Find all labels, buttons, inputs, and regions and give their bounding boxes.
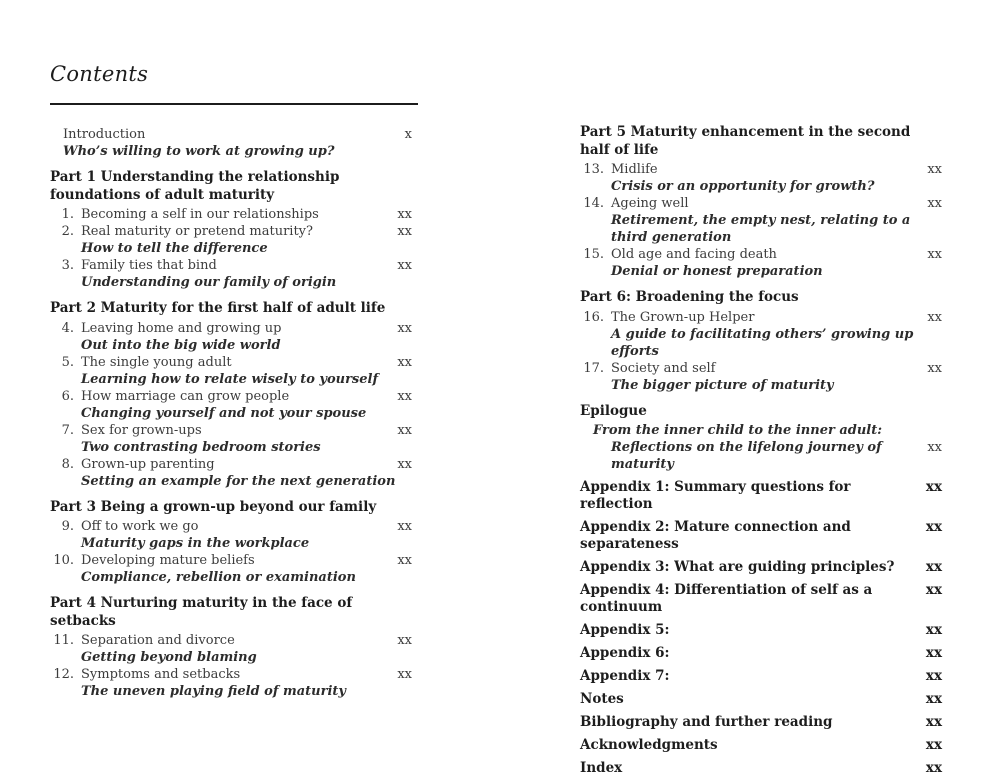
chapter-number: 2.: [61, 224, 74, 239]
subtitle-text: Retirement, the empty nest, relating to a third generation: [611, 213, 911, 245]
backmatter-row: [580, 479, 942, 513]
chapter-number: 11.: [53, 633, 74, 648]
subtitle-text: Crisis or an opportunity for growth?: [611, 179, 875, 194]
chapter-subtitle: [580, 439, 942, 473]
chapter-subtitle: [580, 263, 942, 280]
page-number: xx: [925, 714, 942, 730]
chapter-subtitle: [50, 240, 412, 257]
page-number: xx: [397, 207, 412, 222]
subtitle-text: Reflections on the lifelong journey of maturity: [611, 440, 882, 472]
backmatter-title: Index: [580, 760, 623, 776]
backmatter-row: [580, 622, 942, 639]
part-heading: Part 1 Understanding the relationship foundations of adult maturity: [50, 169, 340, 203]
backmatter-row: [580, 559, 942, 576]
chapter-number: 8.: [61, 456, 74, 472]
page-number: xx: [397, 456, 412, 472]
backmatter-title: Appendix 6:: [580, 645, 670, 661]
chapter-title: Developing mature beliefs: [81, 553, 255, 568]
backmatter-title: Appendix 3: What are guiding principles?: [580, 559, 895, 575]
chapter-subtitle: [580, 422, 942, 439]
chapter-number: 17.: [583, 360, 604, 376]
part-heading: Epilogue: [580, 402, 647, 419]
page-number: xx: [927, 196, 942, 211]
page-number: xx: [925, 582, 942, 598]
subtitle-text: A guide to facilitating others’ growing up efforts: [611, 326, 914, 359]
page-number: xx: [925, 559, 942, 575]
backmatter-row: [580, 760, 942, 777]
chapter-subtitle: [50, 535, 412, 552]
subtitle-text: The uneven playing field of maturity: [81, 684, 346, 699]
chapter-subtitle: [50, 274, 412, 291]
chapter-number: 3.: [61, 258, 74, 273]
backmatter-row: [580, 582, 942, 616]
chapter-title: Symptoms and setbacks: [81, 667, 241, 682]
page-number: xx: [397, 519, 412, 534]
chapter-subtitle: [580, 212, 942, 246]
chapter-number: 7.: [61, 422, 74, 438]
part-heading: Part 6: Broadening the focus: [580, 289, 799, 305]
page-number: xx: [925, 519, 942, 535]
chapter-number: 14.: [583, 196, 604, 211]
chapter-subtitle: [50, 405, 412, 422]
subtitle-text: Learning how to relate wisely to yourself: [81, 371, 379, 387]
backmatter-row: [580, 519, 942, 553]
backmatter-row: [580, 645, 942, 662]
chapter-row: [50, 552, 412, 569]
chapter-subtitle: [50, 371, 412, 388]
page-number: xx: [397, 224, 412, 239]
backmatter-title: Appendix 7:: [580, 668, 670, 684]
chapter-title: Old age and facing death: [611, 247, 777, 262]
chapter-title: How marriage can grow people: [81, 388, 290, 404]
chapter-number: 13.: [583, 162, 604, 177]
chapter-subtitle: [50, 683, 412, 700]
chapter-row: [50, 257, 412, 274]
subtitle-text: How to tell the difference: [81, 241, 268, 256]
toc-column-left: [50, 126, 412, 700]
page-number: xx: [927, 440, 942, 455]
page-number: xx: [397, 667, 412, 682]
chapter-title: Separation and divorce: [81, 633, 235, 648]
subtitle-text: Denial or honest preparation: [611, 264, 823, 279]
chapter-row: [50, 666, 412, 683]
part-heading: Part 3 Being a grown-up beyond our family: [50, 498, 377, 515]
chapter-number: 9.: [61, 519, 74, 534]
backmatter-title: Appendix 1: Summary questions for reflection: [580, 479, 851, 512]
chapter-title: Real maturity or pretend maturity?: [81, 224, 314, 239]
page-number: xx: [397, 388, 412, 404]
part-heading: Part 4 Nurturing maturity in the face of setbacks: [50, 595, 353, 629]
chapter-title: Off to work we go: [81, 519, 199, 534]
chapter-number: 6.: [61, 388, 74, 404]
chapter-title: Grown-up parenting: [81, 456, 215, 472]
chapter-title: Society and self: [611, 360, 716, 376]
chapter-row: [50, 223, 412, 240]
page-number: xx: [925, 737, 942, 753]
chapter-number: 5.: [61, 354, 74, 370]
chapter-row: [580, 246, 942, 263]
page-number: xx: [397, 258, 412, 273]
page-title: Contents: [50, 62, 149, 86]
page-number: xx: [925, 622, 942, 638]
chapter-subtitle: [580, 178, 942, 195]
chapter-number: 4.: [61, 320, 74, 336]
chapter-row: [50, 422, 412, 439]
chapter-row: [580, 195, 942, 212]
page-number: xx: [397, 422, 412, 438]
page-number: xx: [397, 320, 412, 336]
page-number: x: [404, 127, 412, 142]
subtitle-text: Setting an example for the next generation: [81, 473, 396, 489]
chapter-row: [580, 309, 942, 326]
chapter-title: The single young adult: [81, 354, 232, 370]
page-number: xx: [925, 760, 942, 776]
chapter-subtitle: [50, 649, 412, 666]
page-number: xx: [397, 553, 412, 568]
backmatter-title: Acknowledgments: [580, 737, 718, 753]
backmatter-row: [580, 691, 942, 708]
chapter-number: 16.: [583, 309, 604, 325]
chapter-title: Ageing well: [611, 196, 689, 211]
page-number: xx: [925, 668, 942, 684]
chapter-row: [50, 518, 412, 535]
page-number: xx: [927, 360, 942, 376]
chapter-title: The Grown-up Helper: [611, 309, 755, 325]
subtitle-text: Who’s willing to work at growing up?: [63, 144, 335, 159]
chapter-title: Family ties that bind: [81, 258, 217, 273]
chapter-row: [50, 354, 412, 371]
page-number: xx: [397, 633, 412, 648]
chapter-subtitle: [50, 473, 412, 490]
subtitle-text: Compliance, rebellion or examination: [81, 570, 356, 585]
chapter-row: [50, 632, 412, 649]
chapter-row: [50, 320, 412, 337]
backmatter-title: Appendix 4: Differentiation of self as a continuum: [580, 582, 873, 615]
chapter-number: 1.: [61, 207, 74, 222]
backmatter-title: Notes: [580, 691, 624, 707]
backmatter-row: [580, 737, 942, 754]
chapter-row: [50, 126, 412, 143]
chapter-subtitle: [50, 439, 412, 456]
page-number: xx: [925, 645, 942, 661]
title-rule: [50, 103, 418, 105]
backmatter-row: [580, 714, 942, 731]
subtitle-text: Out into the big wide world: [81, 337, 281, 353]
part-heading: Part 5 Maturity enhancement in the second half of life: [580, 124, 911, 158]
page-number: xx: [927, 309, 942, 325]
page-number: xx: [925, 691, 942, 707]
subtitle-text: Understanding our family of origin: [81, 275, 337, 290]
chapter-title: Leaving home and growing up: [81, 320, 282, 336]
chapter-subtitle: [580, 326, 942, 360]
chapter-title: Sex for grown-ups: [81, 422, 202, 438]
subtitle-text: Getting beyond blaming: [81, 650, 257, 665]
toc-column-right: [580, 124, 942, 777]
backmatter-row: [580, 668, 942, 685]
chapter-number: 10.: [53, 553, 74, 568]
chapter-row: [580, 161, 942, 178]
chapter-row: [50, 388, 412, 405]
chapter-row: [580, 360, 942, 377]
backmatter-title: Bibliography and further reading: [580, 714, 833, 730]
subtitle-text: The bigger picture of maturity: [611, 377, 834, 393]
chapter-row: [50, 456, 412, 473]
chapter-subtitle: [50, 569, 412, 586]
subtitle-text: Changing yourself and not your spouse: [81, 405, 367, 421]
chapter-title: Midlife: [611, 162, 658, 177]
chapter-number: 15.: [583, 247, 604, 262]
chapter-title: Introduction: [63, 127, 146, 142]
backmatter-title: Appendix 2: Mature connection and separateness: [580, 519, 851, 552]
chapter-subtitle: [50, 337, 412, 354]
part-heading: Part 2 Maturity for the first half of adult life: [50, 300, 386, 316]
subtitle-text: Maturity gaps in the workplace: [81, 536, 310, 551]
backmatter-title: Appendix 5:: [580, 622, 670, 638]
subtitle-text: Two contrasting bedroom stories: [81, 439, 321, 455]
chapter-title: Becoming a self in our relationships: [81, 207, 319, 222]
chapter-subtitle: [50, 143, 412, 160]
chapter-row: [50, 206, 412, 223]
subtitle-text: From the inner child to the inner adult:: [593, 423, 883, 438]
page-number: xx: [927, 247, 942, 262]
page-number: xx: [397, 354, 412, 370]
chapter-number: 12.: [53, 667, 74, 682]
page-number: xx: [925, 479, 942, 495]
page-number: xx: [927, 162, 942, 177]
chapter-subtitle: [580, 377, 942, 394]
